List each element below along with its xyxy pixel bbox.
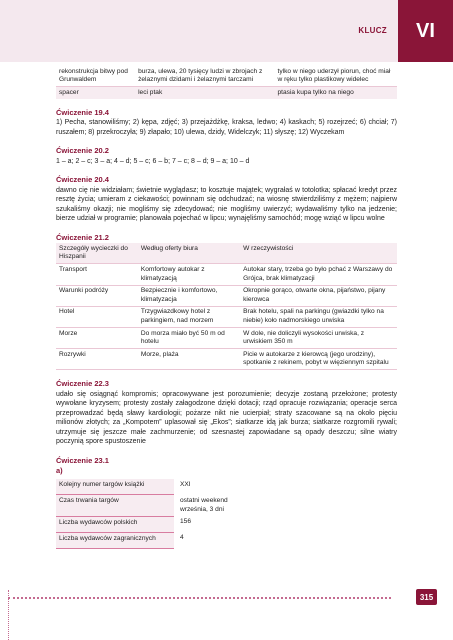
table-cell: spacer <box>56 87 135 99</box>
row-value: 4 <box>180 534 184 542</box>
table-cell: Autokar stary, trzeba go było pchać z Warszawy do Grójca, brak klimatyzacji <box>240 264 397 285</box>
table-cell: Transport <box>56 264 138 285</box>
page-header <box>0 0 453 62</box>
row-value: 156 <box>180 518 192 526</box>
table-cell: Komfortowy autokar z klimatyzacją <box>138 264 240 285</box>
table-cell: tylko w niego uderzył piorun, choć miał w ręku tylko plastikowy widelec <box>277 67 391 84</box>
table-cell: Brak hotelu, spali na parkingu (gwiazdki tylko na niebie) koło nadmorskiego urwiska <box>240 306 397 327</box>
table-row <box>56 66 397 87</box>
page-number: 315 <box>416 589 437 605</box>
footer-dotted-line <box>8 597 391 599</box>
page-content <box>56 66 397 549</box>
exercise-20-2 <box>56 146 397 166</box>
section-label: KLUCZ <box>358 26 387 35</box>
table-cell: ptasia kupa tylko na niego <box>274 87 397 99</box>
exercise-title: Ćwiczenie 23.1 <box>56 455 109 465</box>
exercise-23-1 <box>56 456 397 549</box>
table-row <box>56 479 236 495</box>
table-cell: Morze, plaża <box>138 349 240 370</box>
table-row <box>56 516 236 532</box>
column-header: W rzeczywistości <box>240 243 397 264</box>
table-row <box>56 532 236 548</box>
exercise-answers: 1) Pecha, stanowiliśmy; 2) kępa, zdjęć; 3) przejażdżkę, kraksa, ledwo; 4) kaskach; 5) rozejrzeć; 6) chciał; 7) ruszałem; 8) przekroczyła; 9) złapało; 10) ulewa, dzidy, Widelczyk; 11) słyszę; 12) Wyczekam <box>56 119 397 136</box>
exercise-title: Ćwiczenie 21.2 <box>56 232 109 242</box>
table-cell: Rozrywki <box>56 349 138 370</box>
exercise-subpart: a) <box>56 466 63 476</box>
row-label: Kolejny numer targów książki <box>56 479 174 495</box>
exercise-19-4 <box>56 108 397 138</box>
table-cell: burza, ulewa, 20 tysięcy ludzi w zbrojach z żelaznymi dzidami i żelaznymi tarczami <box>138 67 263 84</box>
column-header: Według oferty biura <box>138 243 240 264</box>
table-cell: Bezpiecznie i komfortowo, klimatyzacja <box>138 285 240 306</box>
exercise-title: Ćwiczenie 20.4 <box>56 175 109 185</box>
table-row <box>56 328 397 349</box>
table-cell: Morze <box>56 328 138 349</box>
exercise-title: Ćwiczenie 19.4 <box>56 107 109 117</box>
chapter-tab: VI <box>398 0 453 62</box>
exercise-title: Ćwiczenie 20.2 <box>56 146 109 156</box>
table-row <box>56 285 397 306</box>
table-cell: Trzygwiazdkowy hotel z parkingiem, nad morzem <box>138 306 240 327</box>
exercise-answers: dawno cię nie widziałam; świetnie wyglądasz; to kosztuje majątek; wygrałaś w totolotka; spłacać kredyt przez resztę życia; umieram z ciekawości; powinnam się odchudzać; na wiosnę stwierdziliśmy z mężem; najpierw szukaliśmy okazji; nie mogliśmy się zdecydować; nie mogliśmy uwierzyć; wydawaliśmy tylko na jedzenie; bierze udział w programie; planowała pojechać w lipcu; wynajęliśmy samochód; mogę wziąć w lipcu wolne <box>56 186 397 223</box>
table-cell: Hotel <box>56 306 138 327</box>
column-header: Szczegóły wycieczki do Hiszpanii <box>56 243 138 264</box>
table-header-row <box>56 243 397 264</box>
row-value: XXI <box>180 480 191 488</box>
exercise-title: Ćwiczenie 22.3 <box>56 379 109 389</box>
table-row <box>56 306 397 327</box>
book-fair-table <box>56 479 236 549</box>
table-row <box>56 264 397 285</box>
table-row <box>56 495 236 516</box>
exercise-22-3 <box>56 379 397 447</box>
table-cell: Okropnie gorąco, otwarte okna, pijaństwo, pijany kierowca <box>240 285 397 306</box>
table-cell: Do morza miało być 50 m od hotelu <box>138 328 240 349</box>
exercise-answers: 1 – a; 2 – c; 3 – a; 4 – d; 5 – c; 6 – b; 7 – c; 8 – d; 9 – a; 10 – d <box>56 157 250 165</box>
row-label: Liczba wydawców polskich <box>56 516 174 532</box>
table-row <box>56 349 397 370</box>
table-cell: Warunki podróży <box>56 285 138 306</box>
table-cell: rekonstrukcja bitwy pod Grunwaldem <box>59 67 128 84</box>
top-table <box>56 66 397 99</box>
footer-left-dotted-line <box>8 590 10 640</box>
table-cell: leci ptak <box>135 87 274 99</box>
header-band <box>0 0 398 62</box>
row-label: Czas trwania targów <box>56 495 174 516</box>
table-row <box>56 87 397 99</box>
exercise-answers: udało się osiągnąć kompromis; opracowywane jest porozumienie; decyzje zostaną przełożone; protesty wywołane kryzysem; protesty zostały załagodzone dzięki dotacji; rząd opracuje rozwiązania; operacje serca przeprowadzać będą sławy kardiologii; pożarze nikt nie ucierpiał; straty szacowane są na około pięciu milionów złotych; za „Kompotem” uplasował się „Ekos”; siatkarze idą jak burza; siatkarze rozgromili rywali; utrzymuje się jeszcze małe zachmurzenie; od szesnastej zapowiadane są opady deszczu; silne wiatry poczynią spore spustoszenie <box>56 390 397 446</box>
exercise-21-2 <box>56 233 397 371</box>
row-label: Liczba wydawców zagranicznych <box>56 532 174 548</box>
exercise-20-4 <box>56 175 397 224</box>
row-value: ostatni weekend września, 3 dni <box>180 496 228 513</box>
trip-comparison-table <box>56 243 397 370</box>
table-cell: W dole, nie doliczyli wysokości urwiska, z urwiskiem 350 m <box>240 328 397 349</box>
table-cell: Picie w autokarze z kierowcą (jego urodziny), spotkanie z rekinem, pobyt w więziennym szpitalu <box>240 349 397 370</box>
